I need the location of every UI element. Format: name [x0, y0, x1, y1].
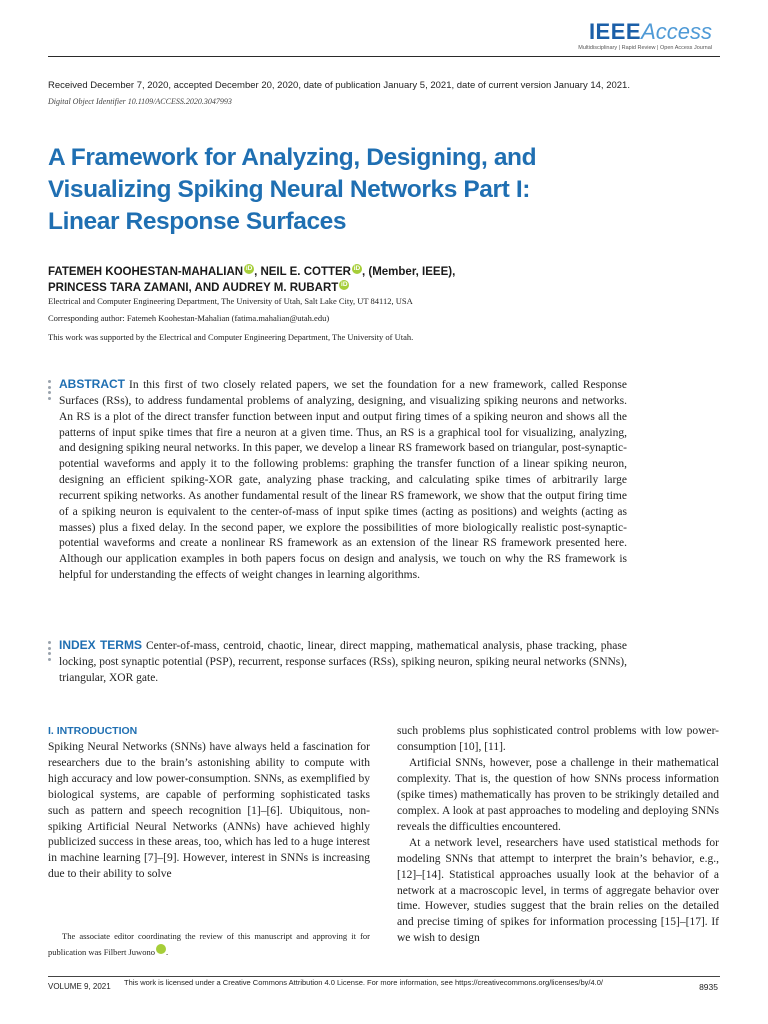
author-name[interactable]: AUDREY M. RUBART: [222, 282, 339, 294]
author-name[interactable]: NEIL E. COTTER: [260, 266, 351, 278]
affiliation: Electrical and Computer Engineering Department, The University of Utah, Salt Lake City, UT 84112, USA: [48, 296, 413, 306]
journal-logo: [578, 20, 712, 51]
index-terms: [59, 638, 627, 687]
volume-label: VOLUME 9, 2021: [48, 982, 111, 991]
body-column-right: [397, 724, 719, 947]
title-line: Visualizing Spiking Neural Networks Part I:: [48, 176, 530, 203]
intro-paragraph: Spiking Neural Networks (SNNs) have always held a fascination for researchers due to the brain’s astonishing ability to compute with high accuracy and low power-consumption. SNNs, as exemplified by biological systems, are capable of performing sophisticated tasks such as pattern and speech recognition [1]–[6]. Ubiquitous, non-spiking Artificial Neural Networks (ANNs) have achieved highly publicized success in these areas, too, which has led to a huge interest in machine learning [7]–[9]. However, interest in SNNs is increasing due to their ability to solve: [48, 741, 370, 881]
logo-tagline: Multidisciplinary | Rapid Review | Open Access Journal: [578, 45, 712, 51]
abstract-label: ABSTRACT: [59, 377, 125, 391]
index-terms-label: INDEX TERMS: [59, 638, 142, 652]
license-note[interactable]: This work is licensed under a Creative Commons Attribution 4.0 License. For more information, see https://creativecommons.org/licenses/by/4.0/: [124, 978, 603, 987]
corresponding-author: Corresponding author: Fatemeh Koohestan-Mahalian (fatima.mahalian@utah.edu): [48, 313, 330, 323]
abstract-text: In this first of two closely related papers, we set the foundation for a new framework, called Response Surfaces (RSs), to address fundamental problems of analyzing, designing, and visualizing spiking neurons and networks. An RS is a plot of the direct transfer function between input and output firing times of a spiking neuron and shows all the patterns of input spike times that fire a neuron at a given time. Thus, an RS is a graphical tool for visualizing, analyzing, and designing spiking neural networks. In this paper, we develop a linear RS framework based on triangular, post-synaptic-potential waveforms and apply it to the following problems: graphing the transfer function of a linear spiking neuron, designing an efficient spiking-XOR gate, analyzing phase tracking, and calculating spike times of arbitrarily large recurrent spiking networks. As another fundamental result of the linear RS framework, we show that the output firing time of a spiking neuron is equivalent to the center-of-mass of input spike times (acting as positions) and weights (acting as masses) plus a fixed delay. In the second paper, we explore the possibilities of more biologically realistic post-synaptic-potential waveforms and create a nonlinear RS framework as an extension of the linear RS framework presented here. Although our application examples in both papers focus on design and analysis, we touch on why the RS framework is helpful for understanding the effects of weight changes in learning algorithms.: [59, 379, 627, 582]
author-separator: AND: [191, 282, 223, 294]
header-divider: [48, 56, 720, 57]
title-line: Linear Response Surfaces: [48, 208, 347, 235]
section-heading: I. INTRODUCTION: [48, 725, 138, 737]
paper-title: [48, 142, 688, 238]
body-paragraph: such problems plus sophisticated control problems with low power-consumption [10], [11].: [397, 725, 719, 753]
author-separator: ,: [254, 266, 261, 278]
logo-ieee-text: IEEE: [588, 19, 642, 44]
author-name[interactable]: PRINCESS TARA ZAMANI,: [48, 282, 192, 294]
orcid-icon[interactable]: iD: [245, 265, 253, 272]
section-dots-icon: [48, 641, 52, 663]
logo-access-text: Access: [641, 19, 712, 44]
author-line-1: [48, 264, 455, 278]
footnote-text: The associate editor coordinating the review of this manuscript and approving it for publication was Filbert Juwono: [48, 931, 370, 957]
editor-footnote: The associate editor coordinating the review of this manuscript and approving it for publication was Filbert Juwono iD.: [48, 931, 370, 957]
abstract: [59, 377, 627, 584]
footer-divider: [48, 976, 720, 977]
member-note: , (Member, IEEE),: [361, 266, 456, 278]
body-paragraph: At a network level, researchers have used statistical methods for modeling SNNs that attempt to interpret the brain’s behavior, e.g., [12]–[14]. Statistical approaches usually look at the behavior of a network at a macroscopic level, in terms of aggregate behavior over time. However, studies suggest that the brain relies on the detailed and precise timing of spikes for information processing [15]–[17]. If we wish to design: [397, 836, 719, 945]
doi-line[interactable]: Digital Object Identifier 10.1109/ACCESS.2020.3047993: [48, 97, 232, 106]
title-line: A Framework for Analyzing, Designing, and: [48, 144, 537, 171]
orcid-icon[interactable]: iD: [353, 265, 361, 272]
section-dots-icon: [48, 380, 52, 402]
author-line-2: [48, 280, 349, 294]
orcid-icon[interactable]: iD: [156, 944, 166, 954]
index-terms-text: Center-of-mass, centroid, chaotic, linear, direct mapping, mathematical analysis, phase tracking, phase locking, post synaptic potential (PSP), recurrent, response surfaces (RSs), spiking neuron, spiking neural networks (SNNs), triangular, XOR gate.: [59, 640, 627, 684]
page-number: 8935: [699, 982, 718, 992]
body-paragraph: Artificial SNNs, however, pose a challenge in their mathematical complexity. That is, the question of how SNNs process information (spike times) mathematically has proven to be strikingly detailed and complex. A look at past approaches to modeling and deploying SNNs reveals the difficulties encountered.: [397, 756, 719, 833]
author-name[interactable]: FATEMEH KOOHESTAN-MAHALIAN: [48, 266, 244, 278]
funding-note: This work was supported by the Electrical and Computer Engineering Department, The University of Utah.: [48, 332, 414, 342]
orcid-icon[interactable]: iD: [341, 281, 348, 288]
received-dates: Received December 7, 2020, accepted December 20, 2020, date of publication January 5, 2021, date of current version January 14, 2021.: [48, 80, 630, 91]
